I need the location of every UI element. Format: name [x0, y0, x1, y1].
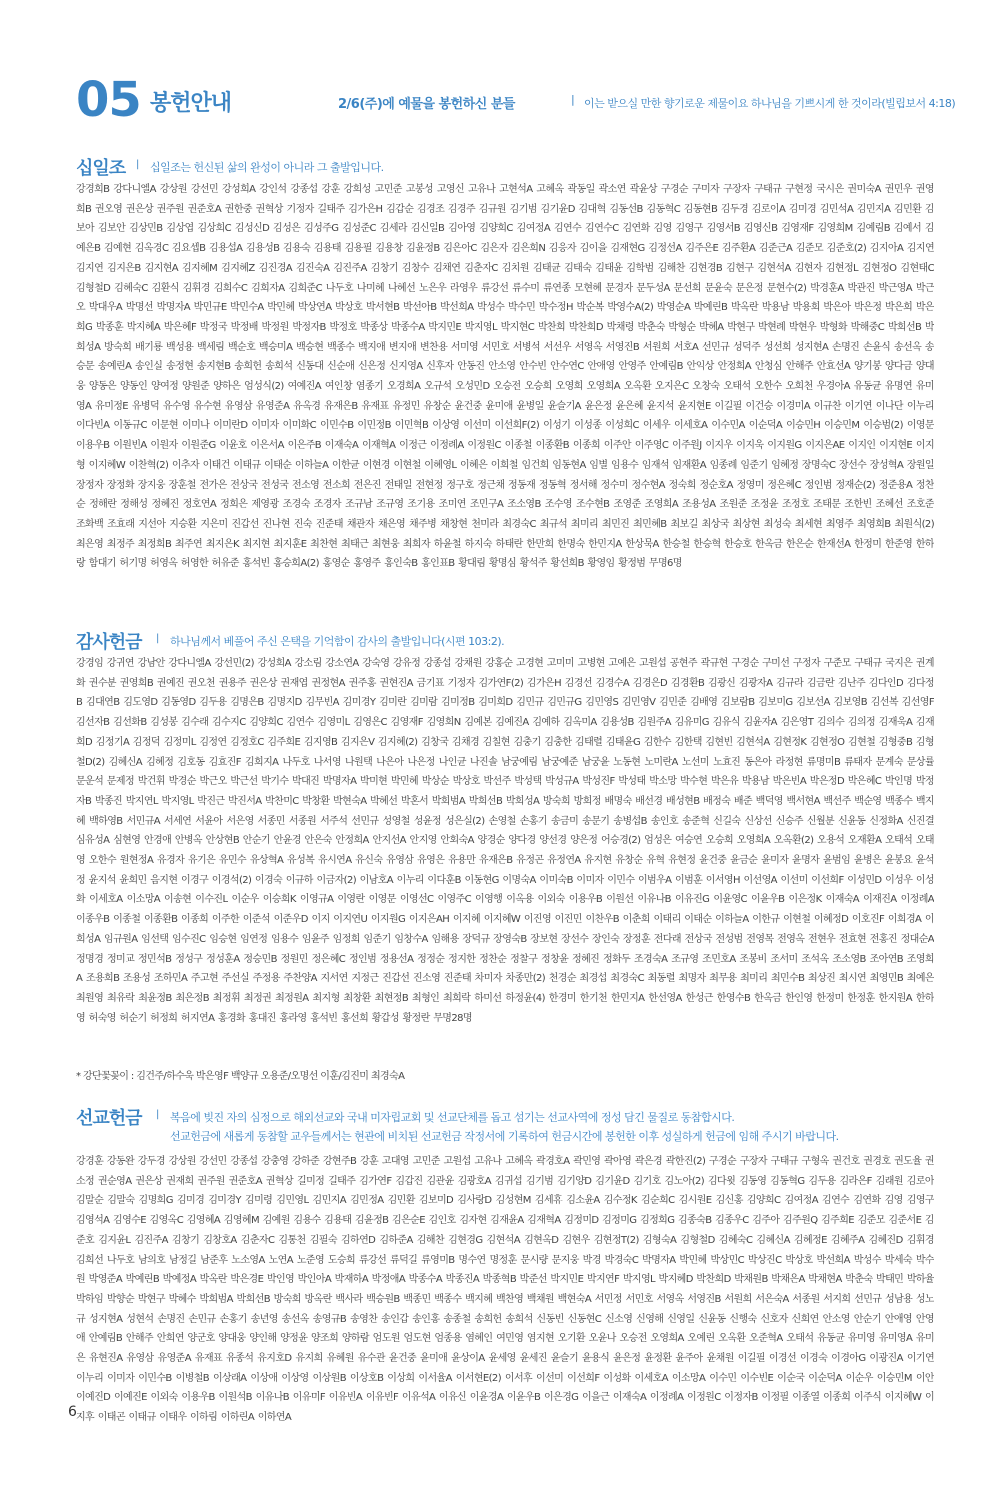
header-verse: 이는 받으실 만한 향기로운 제물이요 하나님을 기쁘시게 한 것이라(빌립보서 4:18)	[584, 97, 956, 110]
mission-description-2: 선교헌금에 새롭게 동참할 교우들께서는 현관에 비치된 선교헌금 작정서에 기록하여 헌금시간에 봉헌한 이후 성실하게 헌금에 임해 주시기 바랍니다.	[170, 1130, 839, 1143]
tithe-section	[76, 154, 934, 614]
tithe-names: 강경희B 강다니엘A 강상원 강선민 강성희A 강인석 강종섭 강훈 강희성 고민준 고봉성 고영신 고유나 고현석A 고혜옥 곽동일 곽소연 곽윤상 구경순 구미자 구장자 구태규 구현정 국시은 권미숙A 권민우 권영희B 권오영 권은상 권주원 권준호A 권한중 권혁상 기정자 길태주 김가은H 김갑순 김경조 김경주 김규원 김기범 김기윤D 김대혁 김동선B 김동혁C 김동현B 김두경 김로이A 김미경 김민석A 김민지A 김민환 김보아 김보안 김상민B 김상엽 김상희C 김성신D 김성은 김성주G 김성준C 김세라 김신일B 김아영 김양희C 김여정A 김연수 김연수C 김연화 김영 김영구 김영서B 김영신B 김영재F 김영희M 김예림B 김예서 김예은B 김예현 김옥경C 김요셉B 김용섭A 김용성B 김용숙 김용태 김용필 김용창 김윤정B 김은아C 김은자 김은희N 김응자 김이을 김재현G 김정선A 김주은E 김주환A 김준근A 김준모 김준호(2) 김지아A 김지연 김지연 김지은B 김지현A 김지혜M 김지혜Z 김진경A 김진숙A 김진주A 김창기 김창수 김채연 김춘자C 김치원 김태균 김태숙 김태윤 김학범 김해찬 김현경B 김현구 김현석A 김현자 김현정L 김현정O 김현태C 김형철D 김혜숙C 김환식 김휘경 김희수C 김희자A 김희준C 나두호 나미혜 나혜선 노은우 라영우 류강선 류수미 류연종 모현혜 문경자 문두성A 문선희 문윤숙 문은정 문현수(2) 박경훈A 박관진 박근영A 박근오 박대우A 박명선 박명자A 박민규E 박민수A 박민혜 박상연A 박상호 박서현B 박선아B 박선희A 박성수 박수민 박수정H 박순복 박영수A(2) 박영순A 박예린B 박옥란 박용남 박용희 박은아 박은정 박은희 박은희G 박종훈 박지혜A 박은혜F 박정국 박정배 박정원 박정자B 박정호 박종상 박종수A 박지민E 박지영L 박지현C 박찬희 박찬희D 박채령 박춘숙 박형순 박혜A 박현구 박현례 박현우 박형화 박해중C 박희선B 박희성A 방숙희 배기룡 백성용 백세림 백순호 백승미A 백승현 백종수 백지애 변지애 변찬용 서미영 서민호 서병석 서선우 서영옥 서영진B 서원희 서호A 선민규 성덕주 성선희 성지현A 손명진 손윤식 송선옥 송승문 송예린A 송인실 송정현 송지현B 송희헌 송희석 신동대 신순애 신은정 신지영A 신후자 안동진 안소영 안수빈 안수연C 안애영 안영주 안예림B 안익상 안정희A 안청심 안해주 안효선A 양기봉 양다금 양대웅 양동은 양동인 양여정 양원준 양하은 엄성식(2) 여예진A 여인창 염종기 오경희A 오규석 오성민D 오승전 오승희 오영희 오영희A 오옥환 오지은C 오창숙 오태석 오한수 오희천 우경아A 유동균 유명연 유미영A 유미정E 유병덕 유수영 유수현 유영삼 유영준A 유옥경 유재은B 유재표 유정민 유창순 윤건중 윤미애 윤병일 윤슬기A 윤은정 윤은혜 윤지석 윤지현E 이길필 이건승 이경미A 이규찬 이기연 이나단 이누리 이다빈A 이동규C 이문현 이미나 이미란D 이미자 이미화C 이민수B 이민정B 이민혁B 이상영 이선미 이선희F(2) 이성기 이성종 이성희C 이세우 이세호A 이수민A 이순덕A 이승민H 이승민M 이승범(2) 이영문 이용우B 이원빈A 이원자 이원준G 이윤호 이은서A 이은주B 이재숙A 이재혁A 이정근 이정례A 이정원C 이종철 이종환B 이종희 이주안 이주영C 이주원J 이지우 이지욱 이지원G 이지은AE 이지인 이지현E 이지형 이지혜W 이찬혁(2) 이추자 이태건 이태규 이태순 이하늘A 이한균 이현경 이현철 이혜영L 이혜은 이희철 임건희 임동현A 임별 임용수 임재석 임재환A 임종례 임준기 임혜정 장명숙C 장선수 장성혁A 장원일 장정자 장정화 장지웅 장훈철 전가은 전상국 전성국 전소영 전소희 전은진 전태일 전현정 정구호 정근채 정동재 정동혁 정서해 정수미 정수현A 정숙희 정순호A 정영미 정은혜C 정인범 정재순(2) 정준용A 정찬순 정해란 정해성 정혜진 정호연A 정희은 제영광 조경숙 조경자 조규남 조규영 조기용 조미연 조민구A 조소영B 조수영 조수현B 조영준 조영희A 조용성A 조원준 조정윤 조정호 조태문 조한빈 조혜선 조호준 조화백 조효래 지선아 지승환 지은미 진갑선 진나현 진숙 진준태 채관자 채은영 채주병 채창현 천미라 최경숙C 최규석 최미리 최민진 최민혜B 최보길 최상국 최상현 최성숙 최세현 최영주 최영희B 최원식(2) 최은영 최정주 최정희B 최주연 최지은K 최지현 최지훈E 최찬현 최태근 최현웅 최희자 하윤철 하지숙 하태란 한만희 한명숙 한민지A 한상묵A 한승철 한승혁 한승호 한옥금 한은순 한재선A 한정미 한준영 한하랑 함대기 허기명 허영옥 허영한 허유준 홍석빈 홍승희A(2) 홍영순 홍영주 홍인숙B 홍인표B 황대림 황명심 황석주 황선희B 황영임 황정범 무명6명	[76, 184, 934, 570]
thanks-heading	[76, 628, 934, 652]
mission-separator: |	[156, 1109, 160, 1120]
page-number: 6	[68, 1404, 77, 1420]
thanks-names: 강경임 강귀연 강남안 강다니엘A 강선민(2) 강성희A 강소림 강소연A 강숙영 강유정 강종섭 강채원 강홍순 고경현 고미미 고병현 고예은 고원섭 공현주 곽규현 구경순 구미선 구정자 구준모 구태규 국지은 권계화 권수분 권영희B 권예진 권오천 권용주 권은상 권재엽 권정현A 권주홍 권현진A 금기표 기정자 김가연F(2) 김가은H 김경선 김경수A 김경은D 김경환B 김광신 김광자A 김규라 김금란 김난주 김다인D 김다정B 김대연B 김도영D 김동영D 김두용 김명은B 김명지D 김무빈A 김미경Y 김미란 김미람 김미정B 김미희D 김민규 김민규G 김민영S 김민영V 김민준 김배영 김보람B 김보미G 김보선A 김보영B 김선복 김선영F 김선자B 김선화B 김성봉 김수래 김수지C 김양희C 김연수 김영미L 김영은C 김영재F 김영희N 김예본 김예진A 김예하 김옥미A 김용성B 김원주A 김유미G 김유식 김윤자A 김은영T 김의수 김의정 김재욱A 김재희D 김정기A 김정덕 김정미L 김정연 김정호C 김주희E 김지영B 김지은V 김지혜(2) 김창국 김채경 김칠현 김충기 김충한 김태렬 김태윤G 김한수 김한택 김현빈 김현석A 김현정K 김현정O 김현철 김형중B 김형철D(2) 김혜신A 김혜정 김호동 김효진F 김희지A 나두호 나서영 나원택 나은아 나은정 나인균 나진솔 남궁예림 남궁예준 남궁윤 노동현 노미란A 노선미 노효진 동은아 라정현 류명미B 류태자 문계숙 문상률 문운석 문제정 박건휘 박경순 박근오 박근선 박기수 박대진 박명자A 박미현 박민혜 박상순 박상호 박선주 박성택 박성규A 박성진F 박성태 박소망 박수현 박은유 박용남 박은빈A 박은정D 박은혜C 박인명 박정자B 박종진 박지연L 박지영L 박진근 박진서A 박찬미C 박창환 박현숙A 박혜선 박혼서 박희범A 박희선B 박희성A 방숙희 방희정 배명숙 배선경 배성현B 배정숙 배준 백덕영 백서현A 백선주 백순영 백종수 백지혜 백하영B 서민규A 서세연 서윤아 서은영 서종민 서종원 서주석 선민규 성영철 성윤정 성은실(2) 손영철 손홍기 송금미 송문기 송병섭B 송인호 송준혁 신길숙 신상선 신승주 신월분 신윤동 신정화A 신진결 심유성A 심현영 안경애 안병옥 안상현B 안순기 안윤경 안은숙 안정희A 안지선A 안지영 안회숙A 양경순 양다경 양선경 양은정 어승경(2) 엄성은 여승연 오승희 오영희A 오옥환(2) 오용석 오재환A 오태석 오태영 오한수 원현정A 유경자 유기은 유민수 유상혁A 유성복 유시연A 유신숙 유영삼 유영은 유용만 유재은B 유정곤 유정연A 유지현 유창순 유혁 유현정 윤건중 윤금순 윤미자 윤명자 윤범임 윤병은 윤봉요 윤석정 윤지석 윤희민 음지현 이경구 이경석(2) 이경숙 이규하 이금자(2) 이남호A 이누리 이다훈B 이동현G 이명숙A 이미숙B 이미자 이민수 이범우A 이범훈 이서영H 이선영A 이선미 이선희F 이성민D 이성우 이성화 이세호A 이소망A 이송현 이수진L 이순우 이승희K 이영규A 이영란 이영문 이영선C 이영주C 이영행 이옥용 이외숙 이용우B 이원선 이유나B 이유진G 이윤영C 이윤우B 이은정K 이재숙A 이재진A 이정례A 이종우B 이종철 이종환B 이종희 이주한 이준석 이준우D 이지 이지연U 이지원G 이지은AH 이지혜 이지혜W 이진영 이진민 이찬우B 이춘희 이태리 이태순 이하늘A 이한규 이현철 이혜정D 이호진F 이희경A 이희성A 임규원A 임선택 임수진C 임승현 임연정 임용수 임윤주 임정희 임준기 임창수A 임해용 장덕규 장영숙B 장보현 장선수 장인숙 장정훈 전다래 전상국 전성범 전영목 전영옥 전현우 전효현 전홍진 정대순A 정명경 정미교 정민석B 정성구 정성훈A 정승민B 정원민 정은혜C 정인범 정용선A 정정순 정지한 정찬순 정찰구 정창윤 정혜진 정화두 조경숙A 조규영 조민호A 조봉비 조서미 조석옥 조소영B 조아연B 조영희A 조용희B 조용성 조하민A 주고현 주선실 주정용 주찬양A 지서연 지정근 진갑선 진소영 진준태 차미자 차종만(2) 천경순 최경섭 최경숙C 최동렬 최명자 최무용 최미리 최민수B 최상진 최시연 최영민B 최예은 최원영 최유락 최윤정B 최은정B 최정휘 최정권 최정원A 최지형 최창환 최현정B 최형인 최희락 하미선 하정윤(4) 한경미 한기천 한민지A 한선영A 한성근 한영수B 한옥금 한인영 한정미 한정훈 한지원A 한하영 허숙영 허순기 허정희 허지연A 홍경화 홍대진 홍라영 홍석빈 홍선희 황갑성 황정란 무명28명	[76, 658, 934, 1024]
page-header	[76, 74, 956, 130]
mission-description: 복음에 빚진 자의 심정으로 해외선교와 국내 미자립교회 및 선교단체를 돕고 섬기는 선교사역에 정성 담긴 물질로 동참합시다.	[170, 1111, 735, 1124]
mission-heading	[76, 1104, 934, 1128]
section-subtitle: 2/6(주)에 예물을 봉헌하신 분들	[338, 97, 515, 112]
section-number: 05	[76, 72, 141, 128]
thanks-separator: |	[156, 633, 160, 644]
tithe-title: 십일조	[76, 158, 126, 179]
header-separator: |	[571, 93, 575, 106]
tithe-description: 십일조는 헌신된 삶의 완성이 아니라 그 출발입니다.	[150, 161, 384, 174]
thanks-section	[76, 628, 934, 1087]
mission-title: 선교헌금	[76, 1108, 142, 1129]
flower-note: * 강단꽃꽂이 : 김건주/하수욱 박은영F 백양규 오용준/오명선 이훈/김진미 최경숙A	[76, 1071, 405, 1082]
mission-section	[76, 1104, 934, 1428]
mission-names: 강경훈 강동완 강두경 강상원 강선민 강종섭 강충영 강하준 강현주B 강훈 고대영 고민준 고원섭 고유나 고혜옥 곽경호A 곽민영 곽아영 곽은경 곽한진(2) 구경순 구장자 구태규 구형옥 권건호 권경호 권도율 권소정 권순영A 권은상 권재희 권주원 권준호A 권혁상 길미정 길태주 김가연F 김갑진 김관윤 김광호A 김귀섭 김기범 김기양D 김기윤D 김기호 김노아(2) 김다윗 김동영 김동혁G 김두용 김라은F 김래원 김로아 김말순 김말숙 김명희G 김미경 김미경Y 김미령 김민영L 김민지A 김민정A 김민환 김보미D 김사랑D 김성현M 김세휴 김소윤A 김수정K 김순희C 김시원E 김신홍 김양희C 김여정A 김연수 김연화 김영 김영구 김영석A 김영수E 김영옥C 김영혜A 김영혜M 김예원 김용수 김용태 김윤정B 김은순E 김인호 김자현 김재윤A 김재혁A 김정미D 김정미G 김정희G 김종숙B 김종우C 김주아 김주원Q 김주희E 김준모 김준서E 김준호 김지윤L 김진주A 김창기 김창호A 김춘자C 김통천 김필숙 김하연D 김하준A 김해찬 김현경G 김현석A 김현옥D 김현우 김현정T(2) 김형숙A 김형철D 김혜숙C 김혜신A 김혜정E 김혜주A 김혜진D 김휘경 김희선 나두호 남의호 남정길 남준후 노소영A 노연A 노준영 도승희 류강선 류덕길 류영미B 명수연 명정훈 문시량 문지웅 박경 박경숙C 박명자A 박민혜 박상민C 박상진C 박상호 박선희A 박성수 박세숙 박수원 박영준A 박예린B 박예정A 박옥란 박은경E 박인영 박인아A 박재하A 박정애A 박종수A 박종진A 박종혁B 박준선 박지민E 박지연F 박지영L 박지혜D 박찬희D 박채원B 박채은A 박채현A 박춘숙 박태민 박하율 박하임 박향순 박현구 박혜수 박희범A 박희선B 방숙희 방옥란 백사라 백승원B 백종민 백종수 백지혜 백찬영 백채원 백현숙A 서민정 서민호 서영옥 서영진B 서원희 서은숙A 서종원 서지희 선민규 성남용 성노규 성지현A 성현석 손명진 손민규 손홍기 송년영 송선옥 송영규B 송영찬 송인갑 송인홍 송종철 송희헌 송희석 신동빈 신동현C 신소영 신영해 신영일 신윤동 신행숙 신호자 신희연 안소영 안순기 안애영 안영애 안예림B 안해주 안희연 양군호 양대웅 양인해 양정윤 양조희 양하람 엄도원 엄도현 엄종용 염혜인 여민영 염지현 오기환 오윤나 오승전 오영희A 오예린 오옥환 오준혁A 오태석 유동균 유미영 유미영A 유미은 유현진A 유영삼 유영준A 유재표 유종석 유지호D 유지희 유혜원 유수관 윤건중 윤미애 윤상이A 윤세영 윤세진 윤슬기 윤용식 윤은정 윤정환 윤주아 윤채원 이길필 이경선 이경숙 이경아G 이광진A 이기연 이누리 이미자 이민수B 이병철B 이상래A 이상애 이상영 이상원B 이상호B 이상희 이서율A 이서현E(2) 이서후 이선미 이선희F 이성화 이세호A 이소망A 이수민 이수빈E 이순국 이순덕A 이순우 이승민M 이안 이예진D 이예진E 이외숙 이용우B 이원석B 이유나B 이유미F 이유빈A 이유빈F 이유석A 이유신 이윤경A 이윤우B 이은경G 이을근 이재숙A 이정례A 이정원C 이정자B 이정필 이종열 이종희 이주식 이지혜W 이지후 이태곤 이태규 이태우 이하림 이하린A 이하연A	[76, 1156, 934, 1424]
section-title: 봉헌안내	[150, 91, 232, 116]
tithe-separator: |	[136, 159, 140, 170]
thanks-title: 감사헌금	[76, 632, 142, 653]
tithe-heading	[76, 154, 934, 178]
thanks-description: 하나님께서 베풀어 주신 은택을 기억함이 감사의 출발입니다(시편 103:2).	[170, 635, 505, 648]
